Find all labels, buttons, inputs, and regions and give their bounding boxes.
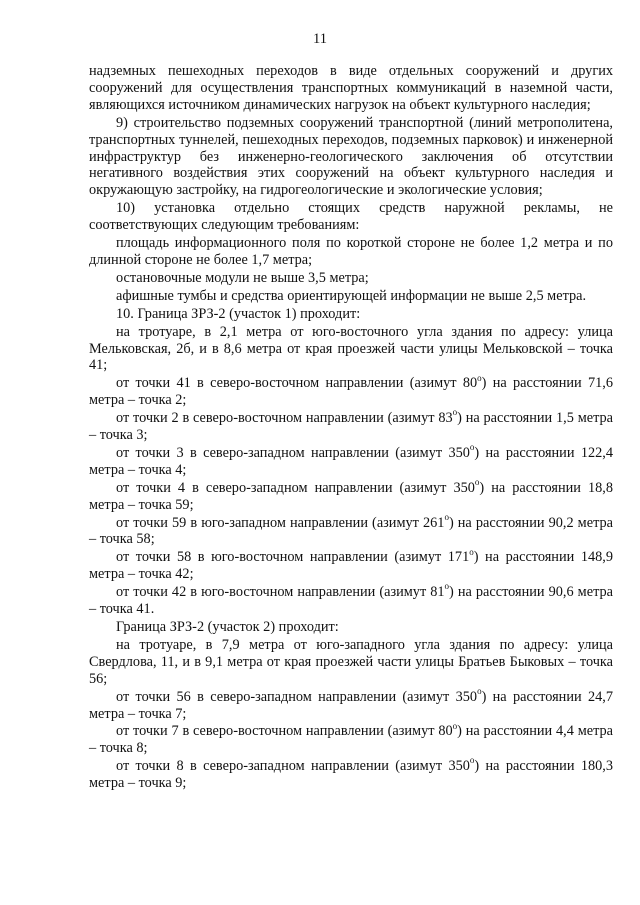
- paragraph-text-end: ) на расстоянии 4,4 метра – точка 8;: [89, 723, 613, 757]
- degree-mark: o: [452, 407, 458, 418]
- paragraph: афишные тумбы и средства ориентирующей информации не выше 2,5 метра.: [116, 287, 587, 304]
- paragraph-text-start: от точки 4 в северо-западном направлении (азимут 350: [116, 479, 475, 496]
- paragraph-text-end: ) на расстоянии 90,6 метра – точка 41.: [89, 584, 613, 618]
- paragraph: [89, 720, 613, 757]
- paragraph: площадь информационного поля по короткой стороне не более 1,2 метра и по длинной стороне не более 1,7 метра;: [89, 235, 613, 268]
- paragraph: 10) установка отдельно стоящих средств наружной рекламы, не соответствующих следующим требованиям:: [89, 200, 613, 234]
- paragraph: [89, 372, 613, 409]
- degree-mark: o: [444, 581, 450, 592]
- paragraph: 10. Граница ЗРЗ-2 (участок 1) проходит:: [116, 305, 361, 322]
- paragraph-text-start: от точки 56 в северо-западном направлении (азимут 350: [116, 688, 478, 705]
- paragraph: надземных пешеходных переходов в виде отдельных сооружений и других сооружений для осуществления транспортных коммуникаций в наземной части, являющихся источником динамических нагрузок на объект культурного наследия;: [89, 63, 613, 113]
- paragraph-text-end: ) на расстоянии 148,9 метра – точка 42;: [89, 549, 613, 583]
- paragraph: на тротуаре, в 7,9 метра от юго-западного угла здания по адресу: улица Свердлова, 11, и в 9,1 метра от края проезжей части улицы Братьев Быковых – точка 56;: [89, 636, 613, 687]
- degree-mark: o: [444, 511, 449, 522]
- paragraph: [89, 581, 613, 618]
- paragraph: на тротуаре, в 2,1 метра от юго-восточного угла здания по адресу: улица Мельковская, 2б, и в 8,6 метра от края проезжей части улицы Мельковской – точка 41;: [89, 323, 613, 374]
- paragraph: [89, 476, 613, 514]
- paragraph-text-end: ) на расстоянии 1,5 метра – точка 3;: [89, 410, 613, 444]
- paragraph-text-start: от точки 59 в юго-западном направлении (азимут 261: [116, 514, 445, 531]
- paragraph: остановочные модули не выше 3,5 метра;: [116, 269, 369, 286]
- paragraph-text-start: от точки 8 в северо-западном направлении (азимут 350: [116, 758, 470, 775]
- document-body: [89, 63, 613, 792]
- degree-mark: o: [477, 372, 482, 383]
- degree-mark: o: [469, 755, 475, 766]
- paragraph: [89, 442, 613, 479]
- degree-mark: o: [474, 476, 480, 487]
- paragraph-text-start: от точки 41 в северо-восточном направлении (азимут 80: [116, 375, 478, 392]
- paragraph-text-start: от точки 7 в северо-восточном направлении (азимут 80: [116, 723, 453, 740]
- paragraph-text-end: ) на расстоянии 90,2 метра – точка 58;: [89, 514, 613, 548]
- paragraph: [89, 511, 613, 549]
- paragraph: [89, 546, 613, 583]
- paragraph-text-end: ) на расстоянии 18,8 метра – точка 59;: [89, 479, 613, 513]
- paragraph: [89, 407, 613, 444]
- paragraph-text-end: ) на расстоянии 24,7 метра – точка 7;: [89, 688, 613, 722]
- paragraph-text-start: от точки 3 в северо-западном направлении (азимут 350: [116, 444, 470, 461]
- paragraph-text-end: ) на расстоянии 71,6 метра – точка 2;: [89, 375, 613, 409]
- paragraph-text-end: ) на расстоянии 180,3 метра – точка 9;: [89, 758, 613, 792]
- paragraph-text-end: ) на расстоянии 122,4 метра – точка 4;: [89, 444, 613, 478]
- paragraph: 9) строительство подземных сооружений транспортной (линий метрополитена, транспортных туннелей, пешеходных переходов, подземных парковок) и инженерной инфраструктур без инженерно-геологического заключения об отсутствии негативного воздействия этих сооружений на объект культурного наследия и окружающую застройку, на гидрогеологические и экологические условия;: [89, 114, 613, 199]
- degree-mark: o: [469, 442, 475, 453]
- paragraph-text-start: от точки 2 в северо-восточном направлении (азимут 83: [116, 410, 453, 427]
- paragraph-text-start: от точки 42 в юго-восточном направлении (азимут 81: [116, 584, 445, 601]
- degree-mark: o: [477, 685, 482, 696]
- page-number: 11: [313, 31, 327, 47]
- paragraph: Граница ЗРЗ-2 (участок 2) проходит:: [116, 619, 339, 635]
- degree-mark: o: [469, 546, 474, 557]
- degree-mark: o: [452, 720, 458, 731]
- paragraph: [89, 755, 613, 792]
- paragraph: [89, 685, 613, 723]
- paragraph-text-start: от точки 58 в юго-восточном направлении (азимут 171: [116, 549, 470, 566]
